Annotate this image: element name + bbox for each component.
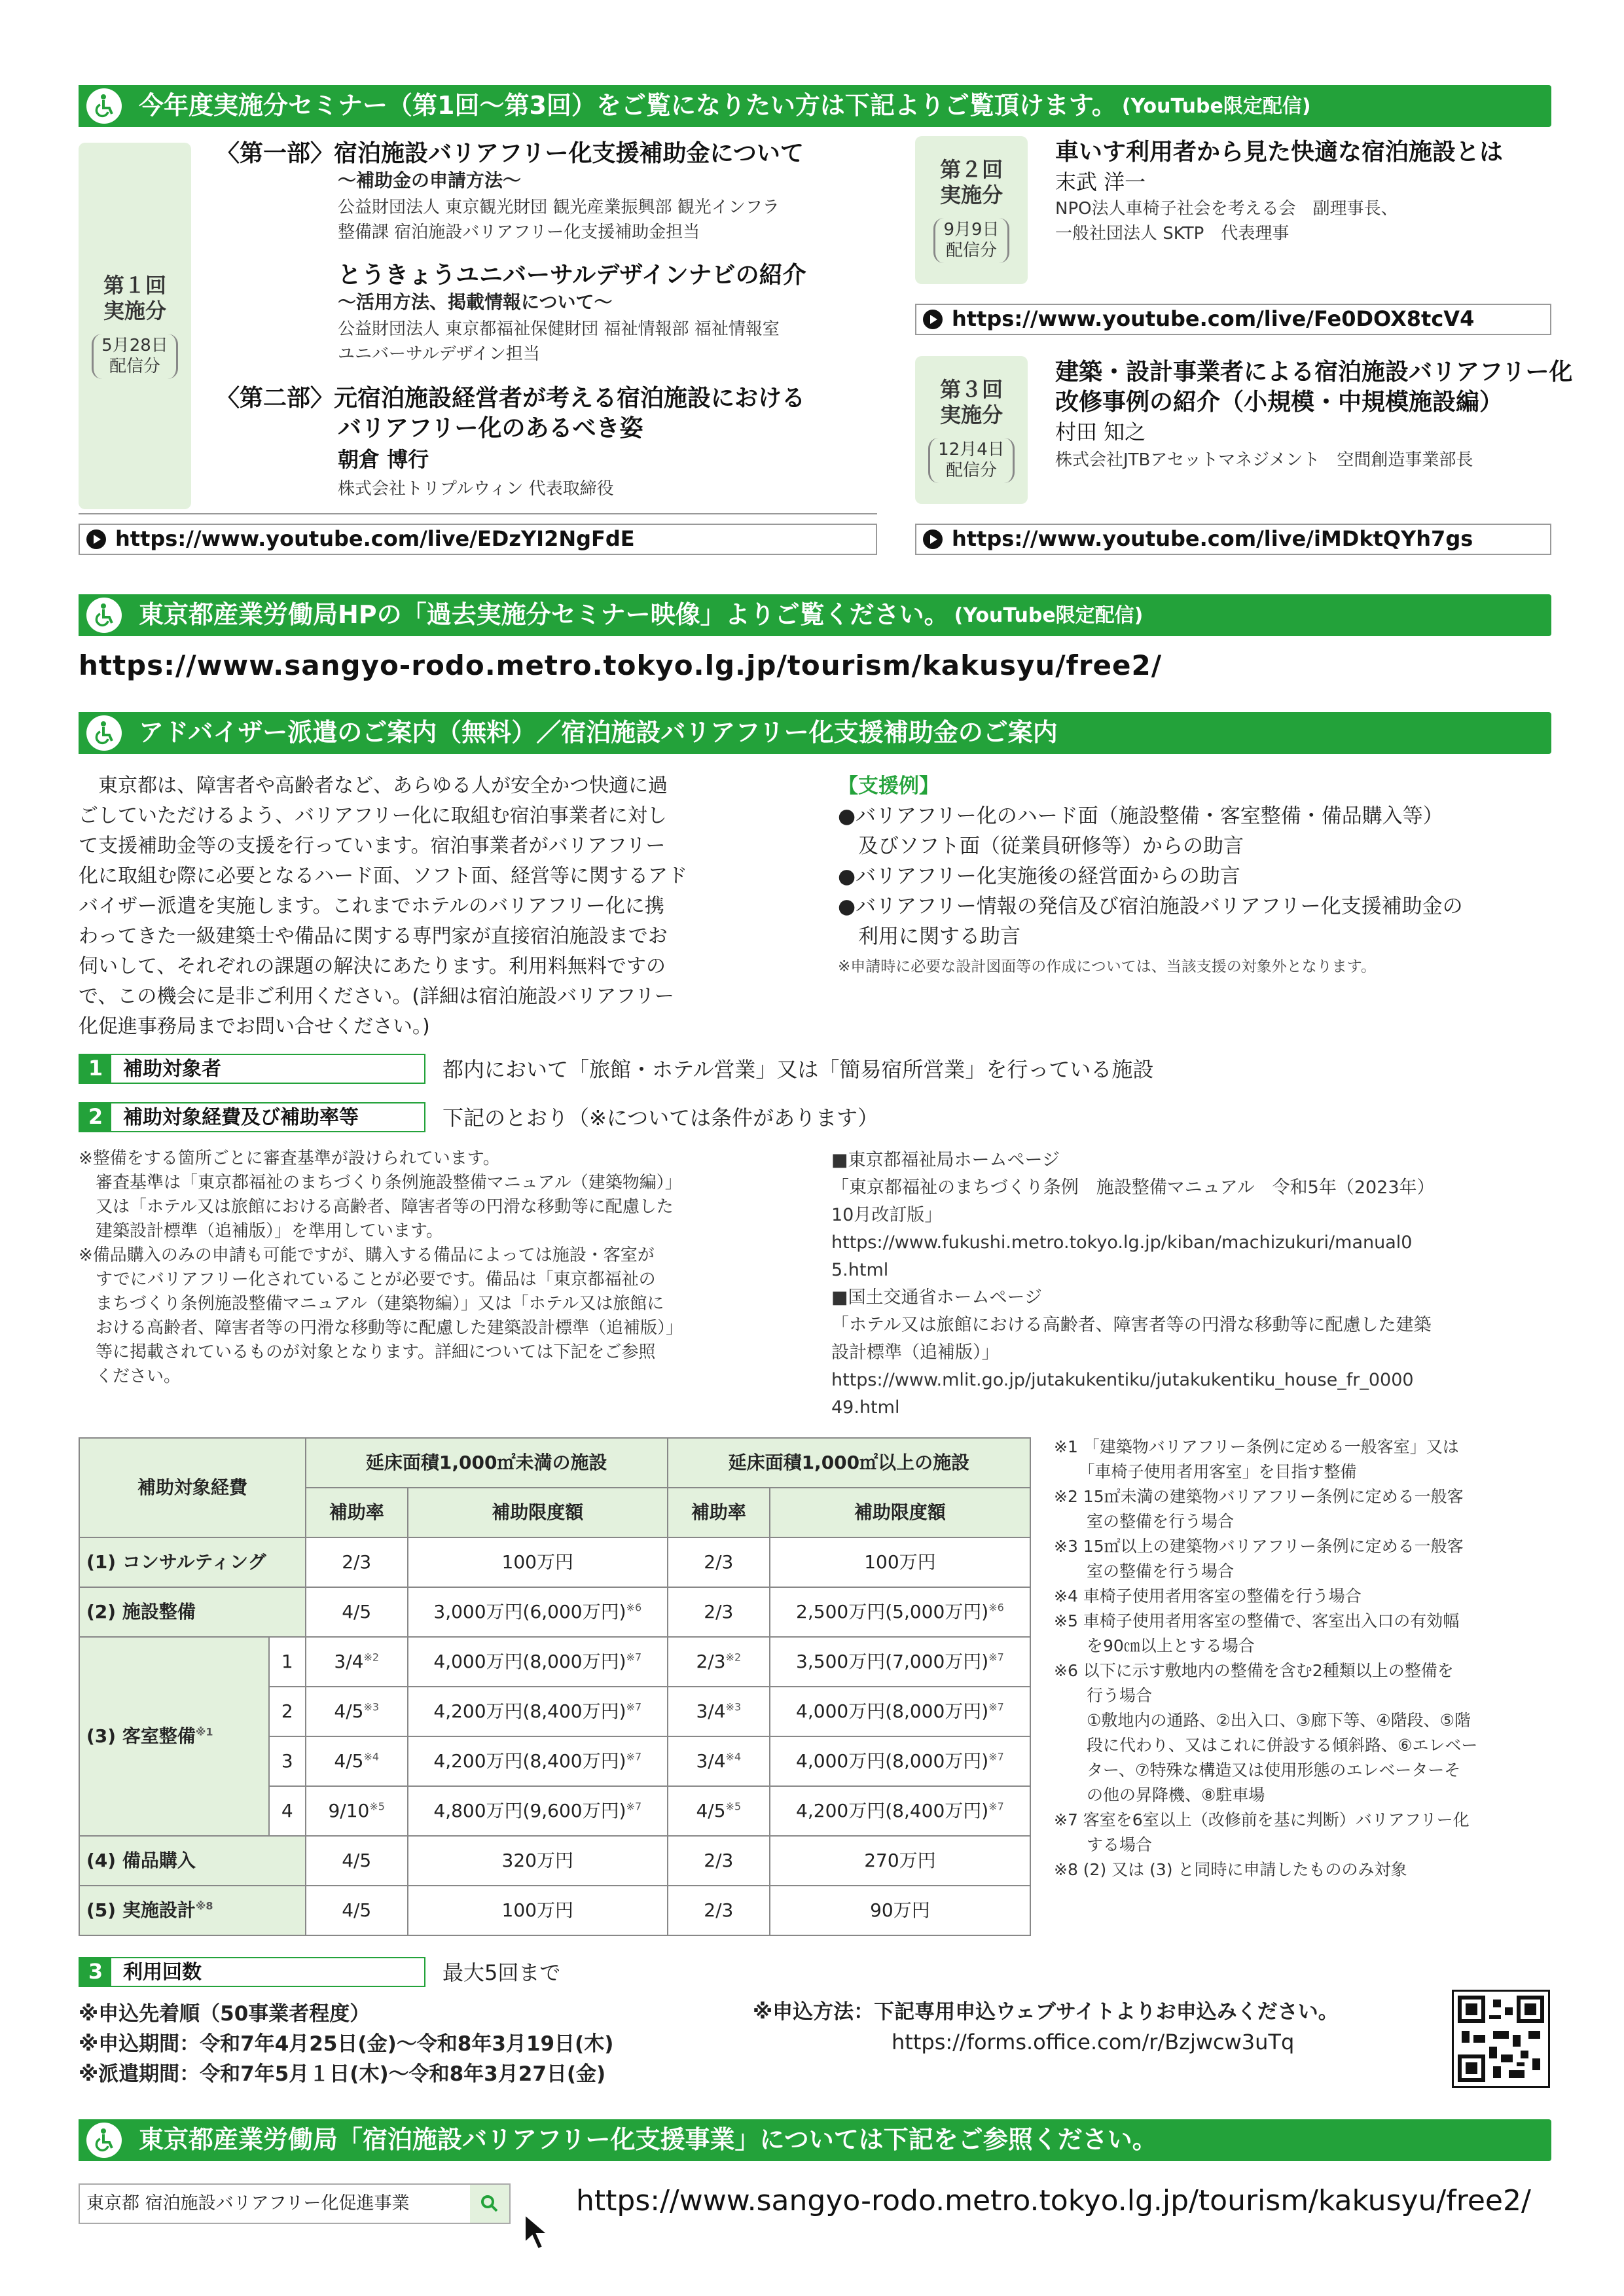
search-text: 東京都 宿泊施設バリアフリー化促進事業 [86,2193,410,2214]
support-examples: 【支援例】 ●バリアフリー化のハード面（施設整備・客室整備・備品購入等） 及びソフト面（従業員研修等）からの助言 ●バリアフリー化実施後の経営面からの助言 ●バリアフリー情報の発信及び宿泊施設バリアフリー化支援補助金の 利用に関する助言 ※申請時に必要な設計図面等の作成については、当該支援の対象外となります。 [838,774,1463,975]
round3-badge: 第３回 実施分 12月4日 配信分 [915,356,1028,504]
round3-title1: 建築・設計事業者による宿泊施設バリアフリー化 [1055,359,1573,386]
youtube-link-3[interactable] [915,524,1551,555]
search-box[interactable] [79,2183,511,2224]
table-row: (2) 施設整備 4/5 3,000万円(6,000万円)$^{※6}$ 2/3 2,500万円(5,000万円)$^{※6}$ [79,1587,1030,1637]
item3-text: 最大5回まで [442,1960,561,1985]
section-bar-seminar [79,85,1551,127]
part2-speaker: 朝倉 博行 [338,447,429,472]
table-header-small: 延床面積1,000㎡未満の施設 [306,1438,668,1488]
part1-org1: 公益財団法人 東京観光財団 観光産業振興部 観光インフラ [338,198,780,217]
item1-label: 1 補助対象者 [79,1054,425,1084]
apply-method: ※申込方法：下記専用申込ウェブサイトよりお申込みください。 [753,2000,1339,2024]
advisor-body: 東京都は、障害者や高齢者など、あらゆる人が安全かつ快適に過 ごしていただけるよう、バリアフリー化に取組む宿泊事業者に対し て支援補助金等の支援を行っています。宿泊事業者がバリアフリー 化に取組む際に必要となるハード面、ソフト面、経営等に関するアド バイザー派遣を実施します。これまでホテルのバリアフリー化に携 わってきた一級建築士や備品に関する専門家が直接宿泊施設までお 伺いして、それぞれの課題の解決にあたります。利用料無料ですの で、この機会に是非ご利用ください。(詳細は宿泊施設バリアフリー 化促進事務局までお問い合せください。) [79,774,687,1038]
navi-org1: 公益財団法人 東京都福祉保健財団 福祉情報部 福祉情報室 [338,319,780,339]
part1-subtitle: 〜補助金の申請方法〜 [338,170,522,191]
part2-title1: 〈第二部〉元宿泊施設経営者が考える宿泊施設における [216,385,806,412]
section-title: 東京都産業労働局「宿泊施設バリアフリー化支援事業」については下記をご参照ください。 [139,2125,1157,2155]
round2-speaker: 末武 洋一 [1055,170,1146,194]
part1-title: 〈第一部〉宿泊施設バリアフリー化支援補助金について [216,140,804,167]
table-row: 4 9/10$^{※5}$ 4,800万円(9,600万円)$^{※7}$ 4/5$^{※5}$ 4,200万円(8,400万円)$^{※7}$ [79,1786,1030,1836]
round3-title2: 改修事例の紹介（小規模・中規模施設編） [1055,389,1504,416]
url-text[interactable]: https://www.youtube.com/live/EDzYI2NgFdE [115,526,635,552]
round2-date: 9月9日 配信分 [933,218,1009,263]
table-row: (5) 実施設計$^{※8}$ 4/5 100万円 2/3 90万円 [79,1886,1030,1935]
qr-pattern [1454,1992,1548,2086]
notes-right: ■東京都福祉局ホームページ 「東京都福祉のまちづくり条例 施設整備マニュアル 令和5年（2023年） 10月改訂版」 https://www.fukushi.metro.tokyo.lg.jp/kiban/machizukuri/manual0 5.html ■国土交通省ホームページ 「ホテル又は旅館における高齢者、障害者等の円滑な移動等に配慮した建築 設計標準（追補版）」 https://www.mlit.go.jp/jutakukentiku/jutakukentiku_house_fr_0000 49.html [831,1150,1435,1418]
notes-left: ※整備をする箇所ごとに審査基準が設けられています。 審査基準は「東京都福祉のまちづくり条例施設整備マニュアル（建築物編）」 又は「ホテル又は旅館における高齢者、障害者等の円滑な移動等に配慮した 建築設計標準（追補版）」を準用しています。 ※備品購入のみの申請も可能ですが、購入する備品によっては施設・客室が すでにバリアフリー化されていることが必要です。備品は「東京都福祉の まちづくり条例施設整備マニュアル（建築物編）」又は「ホテル又は旅館に おける高齢者、障害者等の円滑な移動等に配慮した建築設計標準（追補版）」 等に掲載されているものが対象となります。詳細については下記をご参照 ください。 [79,1149,683,1386]
wheelchair-icon [86,598,122,633]
qr-code[interactable] [1452,1990,1550,2088]
part2-title2: バリアフリー化のあるべき姿 [338,415,643,442]
item2-text: 下記のとおり（※については条件があります） [442,1105,879,1130]
apply-url[interactable]: https://forms.office.com/r/Bzjwcw3uTq [892,2030,1295,2054]
wheelchair-icon [86,715,122,751]
table-row: (3) 客室整備$^{※1}$ 1 3/4$^{※2}$ 4,000万円(8,000万円)$^{※7}$ 2/3$^{※2}$ 3,500万円(7,000万円)$^{※7}$ [79,1637,1030,1687]
play-icon [86,529,106,549]
divider [79,513,877,514]
table-row: (4) 備品購入 4/5 320万円 2/3 270万円 [79,1836,1030,1886]
round1-label: 第１回 [103,273,166,298]
part2-org: 株式会社トリプルウィン 代表取締役 [338,479,614,499]
part1-org2: 整備課 宿泊施設バリアフリー化支援補助金担当 [338,223,700,242]
section-bar-support-project [79,2119,1551,2161]
round3-org: 株式会社JTBアセットマネジメント 空間創造事業部長 [1055,450,1473,470]
table-row: 3 4/5$^{※4}$ 4,200万円(8,400万円)$^{※7}$ 3/4$^{※4}$ 4,000万円(8,000万円)$^{※7}$ [79,1736,1030,1786]
round2-org2: 一般社団法人 SKTP 代表理事 [1055,224,1290,243]
round3-date: 12月4日 配信分 [928,438,1015,483]
subsidy-table: 補助対象経費 延床面積1,000㎡未満の施設 延床面積1,000㎡以上の施設 補助率 補助限度額 補助率 補助限度額 (1) コンサルティング 2/3 100万円 2/3 100万円 (2) 施設整備 4/5 3,000万円(6,000万円)$^{※6}$ 2/3 2,500万円(5,000万円)$^{※6}$ (3) 客室整備$^{※1}$ 1 3/4$^{※2}$ 4,000万円(8,000万円)$^{※7}$ 2/3$^{※2}$ 3,500万円(7,000万円)$^{※7}$ 2 4/5$^{※3}$ 4,200万円(8,400万円)$^{※7}$ 3/4$^{※3}$ 4,000万円(8,000万円)$^{※7}$ 3 4/5$^{※4}$ 4,200万円(8,400万円)$^{※7}$ 3/4$^{※4}$ 4,000万円(8,000万円)$^{※7}$ 4 9/10$^{※5}$ 4,800万円(9,600万円)$^{※7}$ 4/5$^{※5}$ 4,200万円(8,400万円)$^{※7}$ (4) 備品購入 4/5 320万円 2/3 270万円 (5) 実施設計$^{※8}$ 4/5 100万円 2/3 90万円 [79,1437,1031,1936]
navi-title: とうきょうユニバーサルデザインナビの紹介 [338,262,806,289]
url-text[interactable]: https://www.youtube.com/live/Fe0DOX8tcV4 [952,306,1475,332]
table-header-large: 延床面積1,000㎡以上の施設 [668,1438,1030,1488]
item2-label: 2 補助対象経費及び補助率等 [79,1102,425,1132]
section-title: 今年度実施分セミナー（第1回〜第3回）をご覧になりたい方は下記よりご覧頂けます。 [139,91,1117,120]
section-title-note: (YouTube限定配信) [1121,94,1311,118]
round3-speaker: 村田 知之 [1055,420,1146,444]
item1-text: 都内において「旅館・ホテル営業」又は「簡易宿所営業」を行っている施設 [442,1057,1154,1082]
url-text[interactable]: https://www.youtube.com/live/iMDktQYh7gs [952,526,1473,552]
table-row: (1) コンサルティング 2/3 100万円 2/3 100万円 [79,1537,1030,1587]
past-seminar-url[interactable]: https://www.sangyo-rodo.metro.tokyo.lg.jp/tourism/kakusyu/free2/ [79,649,1163,681]
round2-title: 車いす利用者から見た快適な宿泊施設とは [1055,139,1504,166]
round2-org1: NPO法人車椅子社会を考える会 副理事長、 [1055,199,1398,219]
footnotes: ※1 「建築物バリアフリー条例に定める一般客室」又は 「車椅子使用者用客室」を目指す整備 ※2 15㎡未満の建築物バリアフリー条例に定める一般客 室の整備を行う場合 ※3 15㎡以上の建築物バリアフリー条例に定める一般客 室の整備を行う場合 ※4 車椅子使用者用客室の整備を行う場合 ※5 車椅子使用者用客室の整備で、客室出入口の有効幅 を90㎝以上とする場合 ※6 以下に示す敷地内の整備を含む2種類以上の整備を 行う場合 ①敷地内の通路、②出入口、③廊下等、④階段、⑤階 段に代わり、又はこれに併設する傾斜路、⑥エレベー ター、⑦特殊な構造又は使用形態のエレベーターそ の他の昇降機、⑧駐車場 ※7 客室を6室以上（改修前を基に判断）バリアフリー化 する場合 ※8 (2) 又は (3) と同時に申請したもののみ対象 [1054,1437,1478,1879]
item3-label: 3 利用回数 [79,1957,425,1987]
section-title: 東京都産業労働局HPの「過去実施分セミナー映像」よりご覧ください。 [139,600,949,630]
navi-subtitle: 〜活用方法、掲載情報について〜 [338,291,613,313]
round1-date: 5月28日 配信分 [92,334,178,379]
wheelchair-icon [86,2123,122,2158]
table-header-cost: 補助対象経費 [79,1438,306,1537]
section-title: アドバイザー派遣のご案内（無料）／宿泊施設バリアフリー化支援補助金のご案内 [139,718,1058,747]
play-icon [923,310,943,329]
youtube-link-1[interactable] [79,524,877,555]
section-bar-past-seminar [79,594,1551,636]
section-bar-advisor [79,712,1551,754]
table-row: 2 4/5$^{※3}$ 4,200万円(8,400万円)$^{※7}$ 3/4$^{※3}$ 4,000万円(8,000万円)$^{※7}$ [79,1687,1030,1736]
section-title-note: (YouTube限定配信) [954,603,1144,627]
play-icon [923,529,943,549]
search-icon[interactable] [470,2185,509,2223]
navi-org2: ユニバーサルデザイン担当 [338,344,540,364]
wheelchair-icon [86,88,122,124]
round1-badge [79,143,191,509]
round1-label2: 実施分 [103,298,166,323]
apply-periods: ※申込先着順（50事業者程度） ※申込期間：令和7年4月25日(金)〜令和8年3月19日(木) ※派遣期間：令和7年5月１日(木)〜令和8年3月27日(金) [79,2002,614,2086]
round2-badge: 第２回 実施分 9月9日 配信分 [915,136,1028,284]
support-project-url[interactable]: https://www.sangyo-rodo.metro.tokyo.lg.jp/tourism/kakusyu/free2/ [576,2184,1531,2217]
youtube-link-2[interactable] [915,304,1551,335]
cursor-icon [522,2212,555,2251]
